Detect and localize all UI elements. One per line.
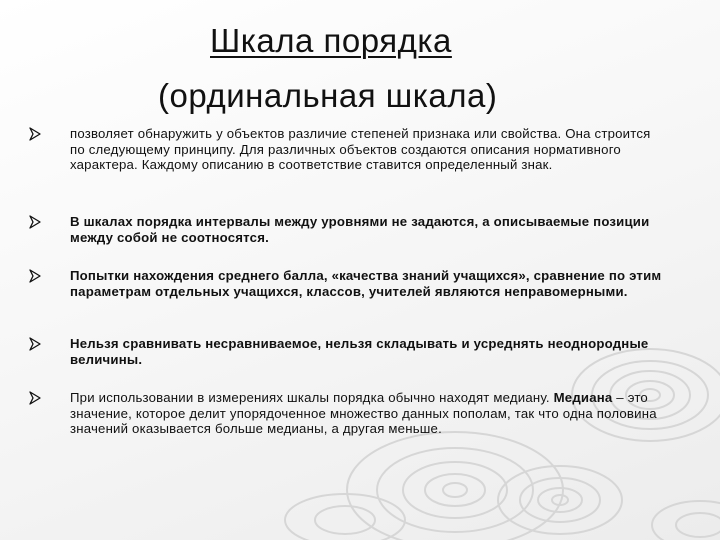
bullet-text: Попытки нахождения среднего балла, «качества знаний учащихся», сравнение по этим параметрам отдельных учащихся, классов, учителей являются неправомерными.	[70, 268, 662, 299]
arrowhead-bullet-icon	[28, 391, 42, 405]
median-term: Медиана	[553, 390, 613, 405]
bullet-text: Нельзя сравнивать несравниваемое, нельзя складывать и усреднять неоднородные величины.	[70, 336, 649, 367]
title-subtitle: (ординальная шкала)	[158, 77, 498, 114]
bullet-text: позволяет обнаружить у объектов различие степеней признака или свойства. Она строится по следующему принципу. Для различных объектов создаются описания нормативного характера. Каждому описанию в соответствие ставится определенный знак.	[70, 126, 651, 173]
arrowhead-bullet-icon	[28, 215, 42, 229]
arrowhead-bullet-icon	[28, 127, 42, 141]
arrowhead-bullet-icon	[28, 337, 42, 351]
bullet-text-part: При использовании в измерениях шкалы порядка обычно находят медиану.	[70, 390, 550, 405]
bullet-text-part: – это значение, которое делит упорядоченное множество данных пополам, так что одна половина значений оказывается больше медианы, а другая меньше.	[70, 390, 657, 437]
title-main: Шкала порядка	[210, 22, 452, 59]
arrowhead-bullet-icon	[28, 269, 42, 283]
bullet-text: В шкалах порядка интервалы между уровнями не задаются, а описываемые позиции между собой не соотносятся.	[70, 214, 650, 245]
bullet-text	[70, 390, 668, 437]
